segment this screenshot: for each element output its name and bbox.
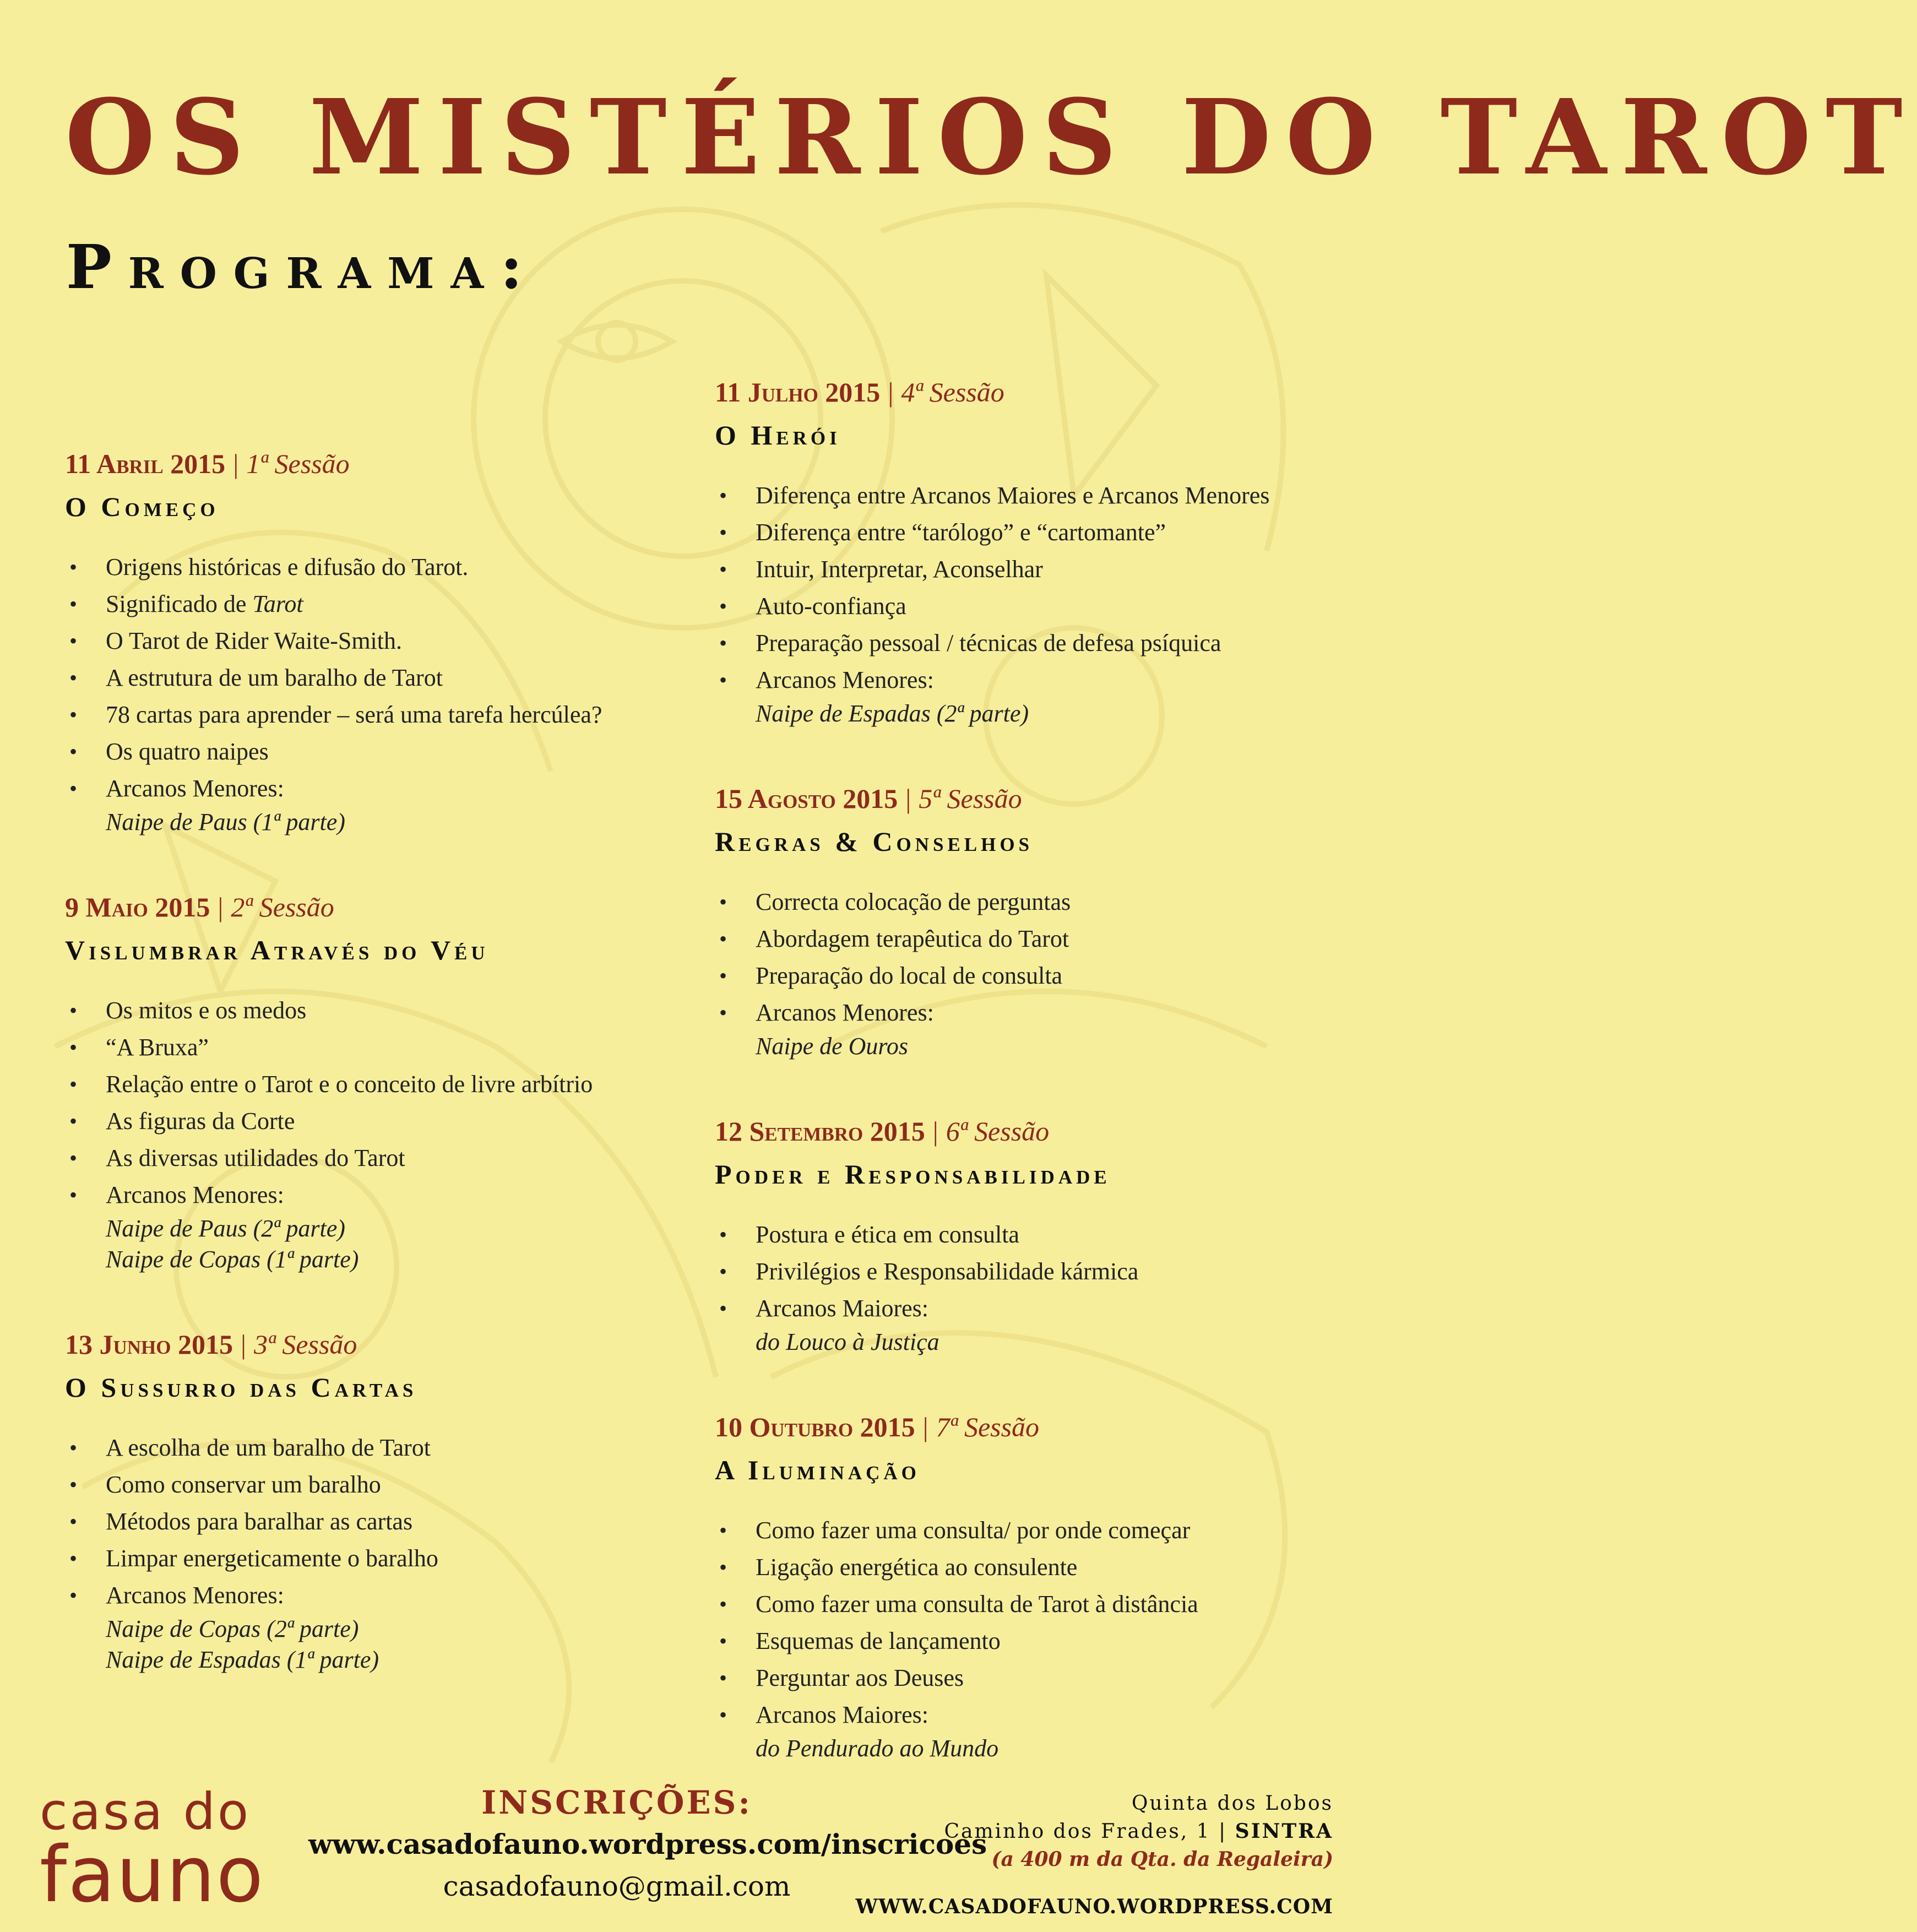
session-title: Poder e Responsabilidade bbox=[715, 1159, 1111, 1190]
session-number: 7ª Sessão bbox=[936, 1412, 1040, 1442]
list-item: • A escolha de um baralho de Tarot bbox=[65, 1429, 704, 1466]
session-topic-list bbox=[65, 1429, 704, 1675]
date-separator: | bbox=[905, 783, 911, 814]
session-title: O Herói bbox=[715, 420, 841, 451]
list-item: • Métodos para baralhar as cartas bbox=[65, 1503, 704, 1540]
list-item: • Como fazer uma consulta de Tarot à distância bbox=[715, 1586, 1354, 1622]
session-date-line bbox=[65, 446, 704, 481]
session-topic-list bbox=[715, 883, 1354, 1062]
logo-line-2: fauno bbox=[40, 1830, 265, 1920]
session-5 bbox=[715, 781, 1354, 1062]
list-item-subline: Naipe de Ouros bbox=[756, 1033, 909, 1060]
list-item-subline: Naipe de Copas (1ª parte) bbox=[106, 1246, 359, 1273]
date-separator: | bbox=[888, 377, 894, 408]
address-block bbox=[856, 1790, 1333, 1920]
list-item-text: Arcanos Menores: bbox=[756, 999, 934, 1026]
session-topic-list bbox=[65, 549, 704, 838]
list-item: • Origens históricas e difusão do Tarot. bbox=[65, 549, 704, 585]
sessions-left-column bbox=[65, 446, 704, 1727]
session-date-line bbox=[65, 1327, 704, 1362]
session-title: Vislumbrar Através do Véu bbox=[65, 935, 489, 965]
list-item-subline: Naipe de Espadas (1ª parte) bbox=[106, 1646, 379, 1673]
list-item-text: Arcanos Maiores: bbox=[756, 1295, 929, 1322]
list-item bbox=[715, 1696, 1354, 1764]
session-topic-list bbox=[65, 992, 704, 1275]
session-number: 6ª Sessão bbox=[946, 1116, 1050, 1147]
session-date: 11 Abril 2015 bbox=[65, 448, 226, 479]
poster-title: OS MISTÉRIOS DO TAROT bbox=[65, 77, 1917, 198]
list-item: • Preparação do local de consulta bbox=[715, 957, 1354, 994]
list-item: • Preparação pessoal / técnicas de defesa psíquica bbox=[715, 625, 1354, 661]
date-separator: | bbox=[922, 1412, 928, 1442]
list-item-text: Arcanos Menores: bbox=[106, 775, 284, 802]
list-item: • As diversas utilidades do Tarot bbox=[65, 1139, 704, 1176]
session-date: 10 Outubro 2015 bbox=[715, 1412, 915, 1442]
session-1 bbox=[65, 446, 704, 838]
session-topic-list bbox=[715, 477, 1354, 729]
date-separator: | bbox=[233, 448, 239, 479]
program-heading: Programa: bbox=[66, 231, 539, 302]
sessions-right-column bbox=[715, 375, 1354, 1816]
session-date: 11 Julho 2015 bbox=[715, 377, 881, 408]
date-separator: | bbox=[218, 892, 224, 922]
list-item: • A estrutura de um baralho de Tarot bbox=[65, 659, 704, 696]
list-item: • Os quatro naipes bbox=[65, 733, 704, 770]
list-item: • Como conservar um baralho bbox=[65, 1466, 704, 1503]
session-date: 15 Agosto 2015 bbox=[715, 783, 898, 814]
list-item-text: Arcanos Menores: bbox=[106, 1582, 284, 1609]
address-street: Caminho dos Frades, 1 bbox=[944, 1820, 1211, 1843]
session-6 bbox=[715, 1114, 1354, 1358]
list-item-text: Significado de bbox=[106, 590, 253, 617]
list-item: • Postura e ética em consulta bbox=[715, 1216, 1354, 1253]
list-item: • Intuir, Interpretar, Aconselhar bbox=[715, 551, 1354, 588]
session-title: O Sussurro das Cartas bbox=[65, 1372, 417, 1403]
session-topic-list bbox=[715, 1216, 1354, 1358]
session-2 bbox=[65, 889, 704, 1275]
session-3 bbox=[65, 1327, 704, 1675]
session-number: 1ª Sessão bbox=[246, 448, 350, 479]
session-number: 2ª Sessão bbox=[231, 892, 334, 922]
list-item: • O Tarot de Rider Waite-Smith. bbox=[65, 622, 704, 659]
session-date-line bbox=[715, 1409, 1354, 1445]
list-item bbox=[65, 770, 704, 838]
list-item: • Correcta colocação de perguntas bbox=[715, 883, 1354, 920]
list-item bbox=[715, 1290, 1354, 1358]
casa-do-fauno-logo bbox=[40, 1782, 265, 1920]
session-number: 4ª Sessão bbox=[901, 377, 1004, 408]
list-item: • Ligação energética ao consulente bbox=[715, 1549, 1354, 1586]
registration-email[interactable]: casadofauno@gmail.com bbox=[443, 1870, 791, 1902]
list-item: • Diferença entre Arcanos Maiores e Arcanos Menores bbox=[715, 477, 1354, 514]
session-date-line bbox=[65, 889, 704, 925]
address-line-3: (a 400 m da Qta. da Regaleira) bbox=[991, 1848, 1333, 1871]
list-item: • 78 cartas para aprender – será uma tarefa hercúlea? bbox=[65, 696, 704, 733]
registration-block bbox=[308, 1782, 987, 1907]
address-line-2 bbox=[856, 1817, 1333, 1846]
session-title: O Começo bbox=[65, 491, 219, 522]
list-item: • Abordagem terapêutica do Tarot bbox=[715, 920, 1354, 957]
list-item bbox=[65, 1176, 704, 1275]
session-date-line bbox=[715, 1114, 1354, 1149]
list-item: • Esquemas de lançamento bbox=[715, 1622, 1354, 1659]
list-item bbox=[65, 1577, 704, 1675]
list-item-text: Arcanos Menores: bbox=[106, 1181, 284, 1208]
address-separator: | bbox=[1219, 1820, 1228, 1843]
session-date: 9 Maio 2015 bbox=[65, 892, 210, 922]
date-separator: | bbox=[932, 1116, 938, 1147]
list-item: • Limpar energeticamente o baralho bbox=[65, 1540, 704, 1577]
session-date: 12 Setembro 2015 bbox=[715, 1116, 925, 1147]
session-date: 13 Junho 2015 bbox=[65, 1329, 233, 1360]
list-item-subline: Naipe de Espadas (2ª parte) bbox=[756, 700, 1029, 727]
session-date-line bbox=[715, 781, 1354, 816]
address-city: SINTRA bbox=[1235, 1820, 1333, 1843]
list-item: • Auto-confiança bbox=[715, 588, 1354, 625]
session-number: 5ª Sessão bbox=[919, 783, 1022, 814]
list-item bbox=[715, 661, 1354, 729]
list-item-subline: Naipe de Copas (2ª parte) bbox=[106, 1615, 359, 1642]
website-link[interactable]: WWW.CASADOFAUNO.WORDPRESS.COM bbox=[855, 1895, 1333, 1918]
registration-heading: INSCRIÇÕES: bbox=[481, 1784, 752, 1821]
logo-line-1: casa do bbox=[40, 1782, 251, 1841]
date-separator: | bbox=[241, 1329, 247, 1360]
list-item bbox=[715, 994, 1354, 1062]
session-date-line bbox=[715, 375, 1354, 410]
list-item: • Privilégios e Responsabilidade kármica bbox=[715, 1253, 1354, 1290]
list-item: • Perguntar aos Deuses bbox=[715, 1659, 1354, 1696]
session-7 bbox=[715, 1409, 1354, 1764]
list-item-text: Arcanos Menores: bbox=[756, 666, 934, 693]
list-item-subline: Naipe de Paus (1ª parte) bbox=[106, 808, 345, 835]
list-item: • “A Bruxa” bbox=[65, 1029, 704, 1066]
list-item: • Os mitos e os medos bbox=[65, 992, 704, 1029]
list-item bbox=[65, 585, 704, 622]
list-item-subline: Naipe de Paus (2ª parte) bbox=[106, 1215, 345, 1242]
list-item-subline: do Pendurado ao Mundo bbox=[756, 1735, 999, 1762]
session-4 bbox=[715, 375, 1354, 729]
session-title: A Iluminação bbox=[715, 1455, 920, 1485]
list-item-subline: do Louco à Justiça bbox=[756, 1328, 940, 1355]
list-item: • As figuras da Corte bbox=[65, 1103, 704, 1139]
session-topic-list bbox=[715, 1512, 1354, 1764]
session-number: 3ª Sessão bbox=[254, 1329, 357, 1360]
list-item: • Diferença entre “tarólogo” e “cartomante” bbox=[715, 514, 1354, 551]
list-item: • Relação entre o Tarot e o conceito de livre arbítrio bbox=[65, 1066, 704, 1103]
session-title: Regras & Conselhos bbox=[715, 826, 1034, 857]
list-item-emphasis: Tarot bbox=[252, 590, 303, 617]
list-item: • Como fazer uma consulta/ por onde começar bbox=[715, 1512, 1354, 1549]
registration-url[interactable]: www.casadofauno.wordpress.com/inscricoes bbox=[308, 1828, 987, 1860]
list-item-text: Arcanos Maiores: bbox=[756, 1701, 929, 1728]
address-line-1: Quinta dos Lobos bbox=[1131, 1792, 1333, 1815]
